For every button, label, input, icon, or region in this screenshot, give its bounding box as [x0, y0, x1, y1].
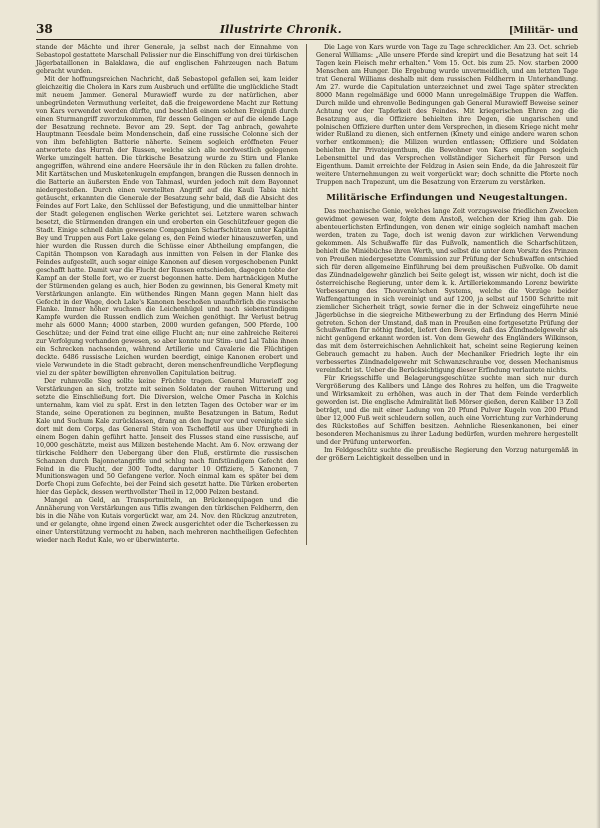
right-column — [316, 44, 578, 545]
header-rule — [36, 39, 578, 40]
left-column — [36, 44, 307, 545]
paragraph: Die Lage von Kars wurde von Tage zu Tage schrecklicher. Am 23. Oct. schrieb General Williams: „Alle unsere Pferde sind krepirt und die Besatzung hat seit 14 Tagen kein Fleisch mehr erhalten." Vom 15. Oct. bis zum 25. Nov. starben 2000 Menschen am Hunger. Die Ergebung wurde unvermeidlich, und am letzten Tage trat General Williams deshalb mit dem russischen Feldherrn in Unterhandlung. Am 27. wurde die Capitulation unterzeichnet und zwei Tage später streckten 8000 Mann regelmäßige und 6000 Mann unregelmäßige Truppen die Waffen. Durch milde und ehrenvolle Bedingungen gab General Murawieff Beweise seiner Achtung vor der Tapferkeit des Feindes. Mit kriegerischen Ehren zog die Besatzung aus, die Offiziere behielten ihre Degen, die ungarischen und polnischen Offiziere durften unter dem Versprechen, in diesem Kriege nicht mehr wider Rußland zu dienen, sich entfernen (Kmety und einige andere waren schon vorher entkommen); die Milizen wurden entlassen; Offiziere und Soldaten behielten ihr Privateigenthum, die Bewohner von Kars empfingen sogleich Lebensmittel und das Versprechen vollständiger Sicherheit für Person und Eigenthum. Damit erreichte der Feldzug in Asien sein Ende, da die Jahreszeit für weitere Unternehmungen zu weit vorgerückt war; doch schnitte die Pforte noch Truppen nach Trapezunt, um die Besatzung von Erzerum zu verstärken. — [316, 44, 578, 187]
paragraph: Das mechanische Genie, welches lange Zeit vorzugsweise friedlichen Zwecken gewidmet gewesen war, folgte dem Anstoß, welchen der Krieg ihm gab. Die abenteuerlichsten Erfindungen, von denen wir einige sogleich namhaft machen werden, traten zu Tage, doch ist wenig davon zur wirklichen Verwendung gekommen. Als Schußwaffe für das Fußvolk, namentlich die Scharfschützen, behielt die Miniébüchse ihren Werth, und selbst die unter dem Vorsitz des Prinzen von Preußen niedergesetzte Commission zur Prüfung der Schußwaffen entschied sich für deren allgemeine Einführung bei dem preußischen Fußvolke. Ob damit das Zündnadelgewehr gänzlich bei Seite gelegt ist, wissen wir nicht, doch ist die österreichische Regierung, unter dem k. k. Artilleriekommando Lorenz bewirkte Verbesserung des Thouvenin'schen Systems, welche die Vorzüge beider Waffengattungen in sich vereinigt und auf 1200, ja selbst auf 1500 Schritte mit ziemlicher Sicherheit trägt, sowie ferner die in der Schweiz eingeführte neue Jägerbüchse in die siegreiche Mitbewerbung zu der Erfindung des Herrn Minié getreten. Schon der Umstand, daß man in Preußen eine fortgesetzte Prüfung der Schußwaffen für nöthig findet, liefert den Beweis, daß das Zündnadelgewehr als nicht genügend erkannt worden ist. Von dem Gewehr des Engländers Wilkinson, das mit dem österreichischen Aehnlichkeit hat, scheint seine Regierung keinen Gebrauch gemacht zu haben. Auch der Mechaniker Friedrich legte ihr ein verbessertes Zündnadelgewehr mit Schwanzschraube vor, dessen Mechanismus vereinfacht ist. Ueber die Berücksichtigung dieser Erfindung verlautete nichts. — [316, 208, 578, 375]
journal-title: Illustrirte Chronik. — [219, 23, 342, 36]
page-number: 38 — [36, 22, 53, 36]
two-column-body — [36, 44, 578, 545]
paragraph: Für Kriegsschiffe und Belagerungsgeschütze suchte man sich nur durch Vergrößerung des Kalibers und Länge des Rohres zu helfen, um die Tragweite und Wirksamkeit zu erhöhen, was auch in der That dem Feinde verderblich geworden ist. Die englische Admiralität ließ Mörser gießen, deren Kaliber 13 Zoll beträgt, und die mit einer Ladung von 20 Pfund Pulver Kugeln von 200 Pfund über 12,000 Fuß weit schleudern sollen, auch eine Vorrichtung zur Verhinderung des Rückstoßes auf Schiffen besitzen. Aehnliche Riesenkanonen, bei einer besonderen Mechanismus zu ihrer Ladung bedürfen, wurden mehrere hergestellt und der Prüfung unterworfen. — [316, 375, 578, 446]
section-title: Militärische Erfindungen und Neugestaltungen. — [326, 193, 568, 204]
paragraph: Mangel an Geld, an Transportmitteln, an Brückenequipagen und die Annäherung von Verstärkungen aus Tiflis zwangen den türkischen Feldherrn, den bis in die Nähe von Kutais vorgerückt war, am 24. Nov. den Rückzug anzutreten, und er gelangte, ohne irgend einen Zweck ausgerichtet oder die Tscherkessen zu einer Unterstützung vermocht zu haben, nach mehreren nachtheiligen Gefechten wieder nach Redut Kale, wo er überwinterte. — [36, 497, 298, 545]
paragraph: Der ruhmvolle Sieg sollte keine Früchte tragen. General Murawieff zog Verstärkungen an sich, trotzte mit seinen Soldaten der rauhen Witterung und setzte die Einschließung fort. Die Diversion, welche Omer Pascha in Kolchis unternahm, kam viel zu spät. Erst in den letzten Tagen des October war er im Stande, seine Operationen zu beginnen, mußte Besatzungen in Batum, Redut Kale und Suchum Kale zurücklassen, drang an den Ingur vor und vereinigte sich dort mit dem Corps, das General Stein von Tscheffetil aus über Ufurghedi in einem Bogen dahin geführt hatte. Jenseit des Flusses stand eine russische, auf 10,000 geschätzte, meist aus Milizen bestehende Macht. Am 6. Nov. erzwang der türkische Feldherr den Uebergang über den Fluß, erstürmte die russischen Schanzen durch Bajonnetangriffe und schlug nach fünfstündigem Gefecht den Feind in die Flucht, der 300 Todte, darunter 10 Offiziere, 5 Kanonen, 7 Munitionswagen und 50 Gefangene verlor. Noch einmal kam es später bei dem Dorfe Chopi zum Gefechte, bei der Feind sich gesetzt hatte. Die Türken eroberten hier das Gepäck, dessen werthvollster Theil in 12,000 Pelzen bestand. — [36, 378, 298, 497]
page-edge-shadow — [596, 0, 600, 828]
running-section-title: [Militär- und — [508, 25, 578, 36]
page-header — [36, 22, 578, 36]
paragraph: Mit der hoffnungsreichen Nachricht, daß Sebastopol gefallen sei, kam leider gleichzeitig die Cholera in Kars zum Ausbruch und erfüllte die unglückliche Stadt mit neuem Jammer. General Murawieff wurde zu der natürlichen, aber unbegründeten Vermuthung verleitet, daß die freigewordene Macht zur Rettung von Kars verwendet werden dürfte, und beschloß einem solchen Ereigniß durch einen Sturmangriff zuvorzukommen, für dessen Gelingen er auf die elende Lage der Besatzung rechnete. Bevor am 29. Sept. der Tag anbrach, gewahrte Hauptmann Teesdale beim Mondenschein, daß eine russische Colonne sich der von ihm befehligten Batterie näherte. Seinem sogleich eröffneten Feuer antwortete das Hurrah der Russen, welche sich alle nordwestlich gelegenen Werke umzingelt hatten. Die türkische Besatzung wurde zu Stirn und Flanke angegriffen, während eine andere Heersäule ihr in den Rücken zu fallen drohte. Mit Kartätschen und Musketenkugeln empfangen, brangen die Russen dennoch in die Batterie an äußersten Ende von Tahmasl, wurden jedoch mit dem Bayonnet niedergestoßen. Durch einen verstellten Angriff auf die Kauli Tabia nicht getäuscht, erkannten die Generale der Besatzung sehr bald, daß die Absicht des Feindes auf Fort Lake, den Schlüssel der Befestigung, und die unmittelbar hinter der Stadt gelegenen englischen Werke gerichtet sei. Letztere waren schwach besetzt, die Stürmenden drangen ein und eroberten ein Geschützfeuer gegen die Stadt. Einige schnell dahin gewesene Compagnien Scharfschützen unter Kapitän Bey und Truppen aus Fort Lake gelang es, den Feind wieder hinauszuwerfen, und hier wurden die Russen durch die Schüsse einer Abtheilung empfangen, die Capitän Thompson von Karadagh aus inmitten von Felsen in der Flanke des Feindes aufgestellt, auch sogar einige Kanonen auf diesen vorgeschobenen Punkt geschafft hatte. Damit war die Flucht der Russen entschieden, dagegen tobte der Kampf an der Stelle fort, wo er zuerst begonnen hatte. Dem hartnäckigen Muthe der Stürmenden gelang es auch, hier Boden zu gewinnen, bis General Kmety mit Verstärkungen anlangte. Ein wüthendes Ringen Mann gegen Mann hielt das Gefecht in der Wage, doch Lake's Kanonen beschoßen unaufhörlich die russische Flanke. Immer höher wuchsen die Leichenhügel und nach siebenstündigem Kampfe wurden die Russen endlich zum Weichen genöthigt. Ihr Verlust betrug mehr als 6000 Mann; 4000 starben, 2000 wurden gefangen, 500 Pferde, 100 Geschütze; und der Feind trat eine eilige Flucht an; nur eine zahlreiche Reiterei zur Verfolgung vorhanden gewesen, so aber konnte nur Stim- und Lal Tabia ihnen ein Schrecken nachsenden, während Artillerie und Cavalerie die Flüchtigen deckte. 6486 russische Leichen wurden beerdigt, einige Kanonen erobert und viele Verwundete in die Stadt gebracht, deren menschenfreundliche Verpflegung viel zu der später bewilligten ehrenvollen Capitulation beitrug. — [36, 75, 298, 378]
paragraph: Im Feldgeschütz suchte die preußische Regierung den Vorzug naturgemäß in der größern Leichtigkeit desselben und in — [316, 446, 578, 462]
paragraph: stande der Mächte und ihrer Generale, ja selbst nach der Einnahme von Sebastopol gestattete Marschall Pelissier nur die Einschiffung von drei türkischen Jägerbataillonen in Balaklawa, die auf englischen Fahrzeugen nach Batum gebracht wurden. — [36, 44, 298, 75]
